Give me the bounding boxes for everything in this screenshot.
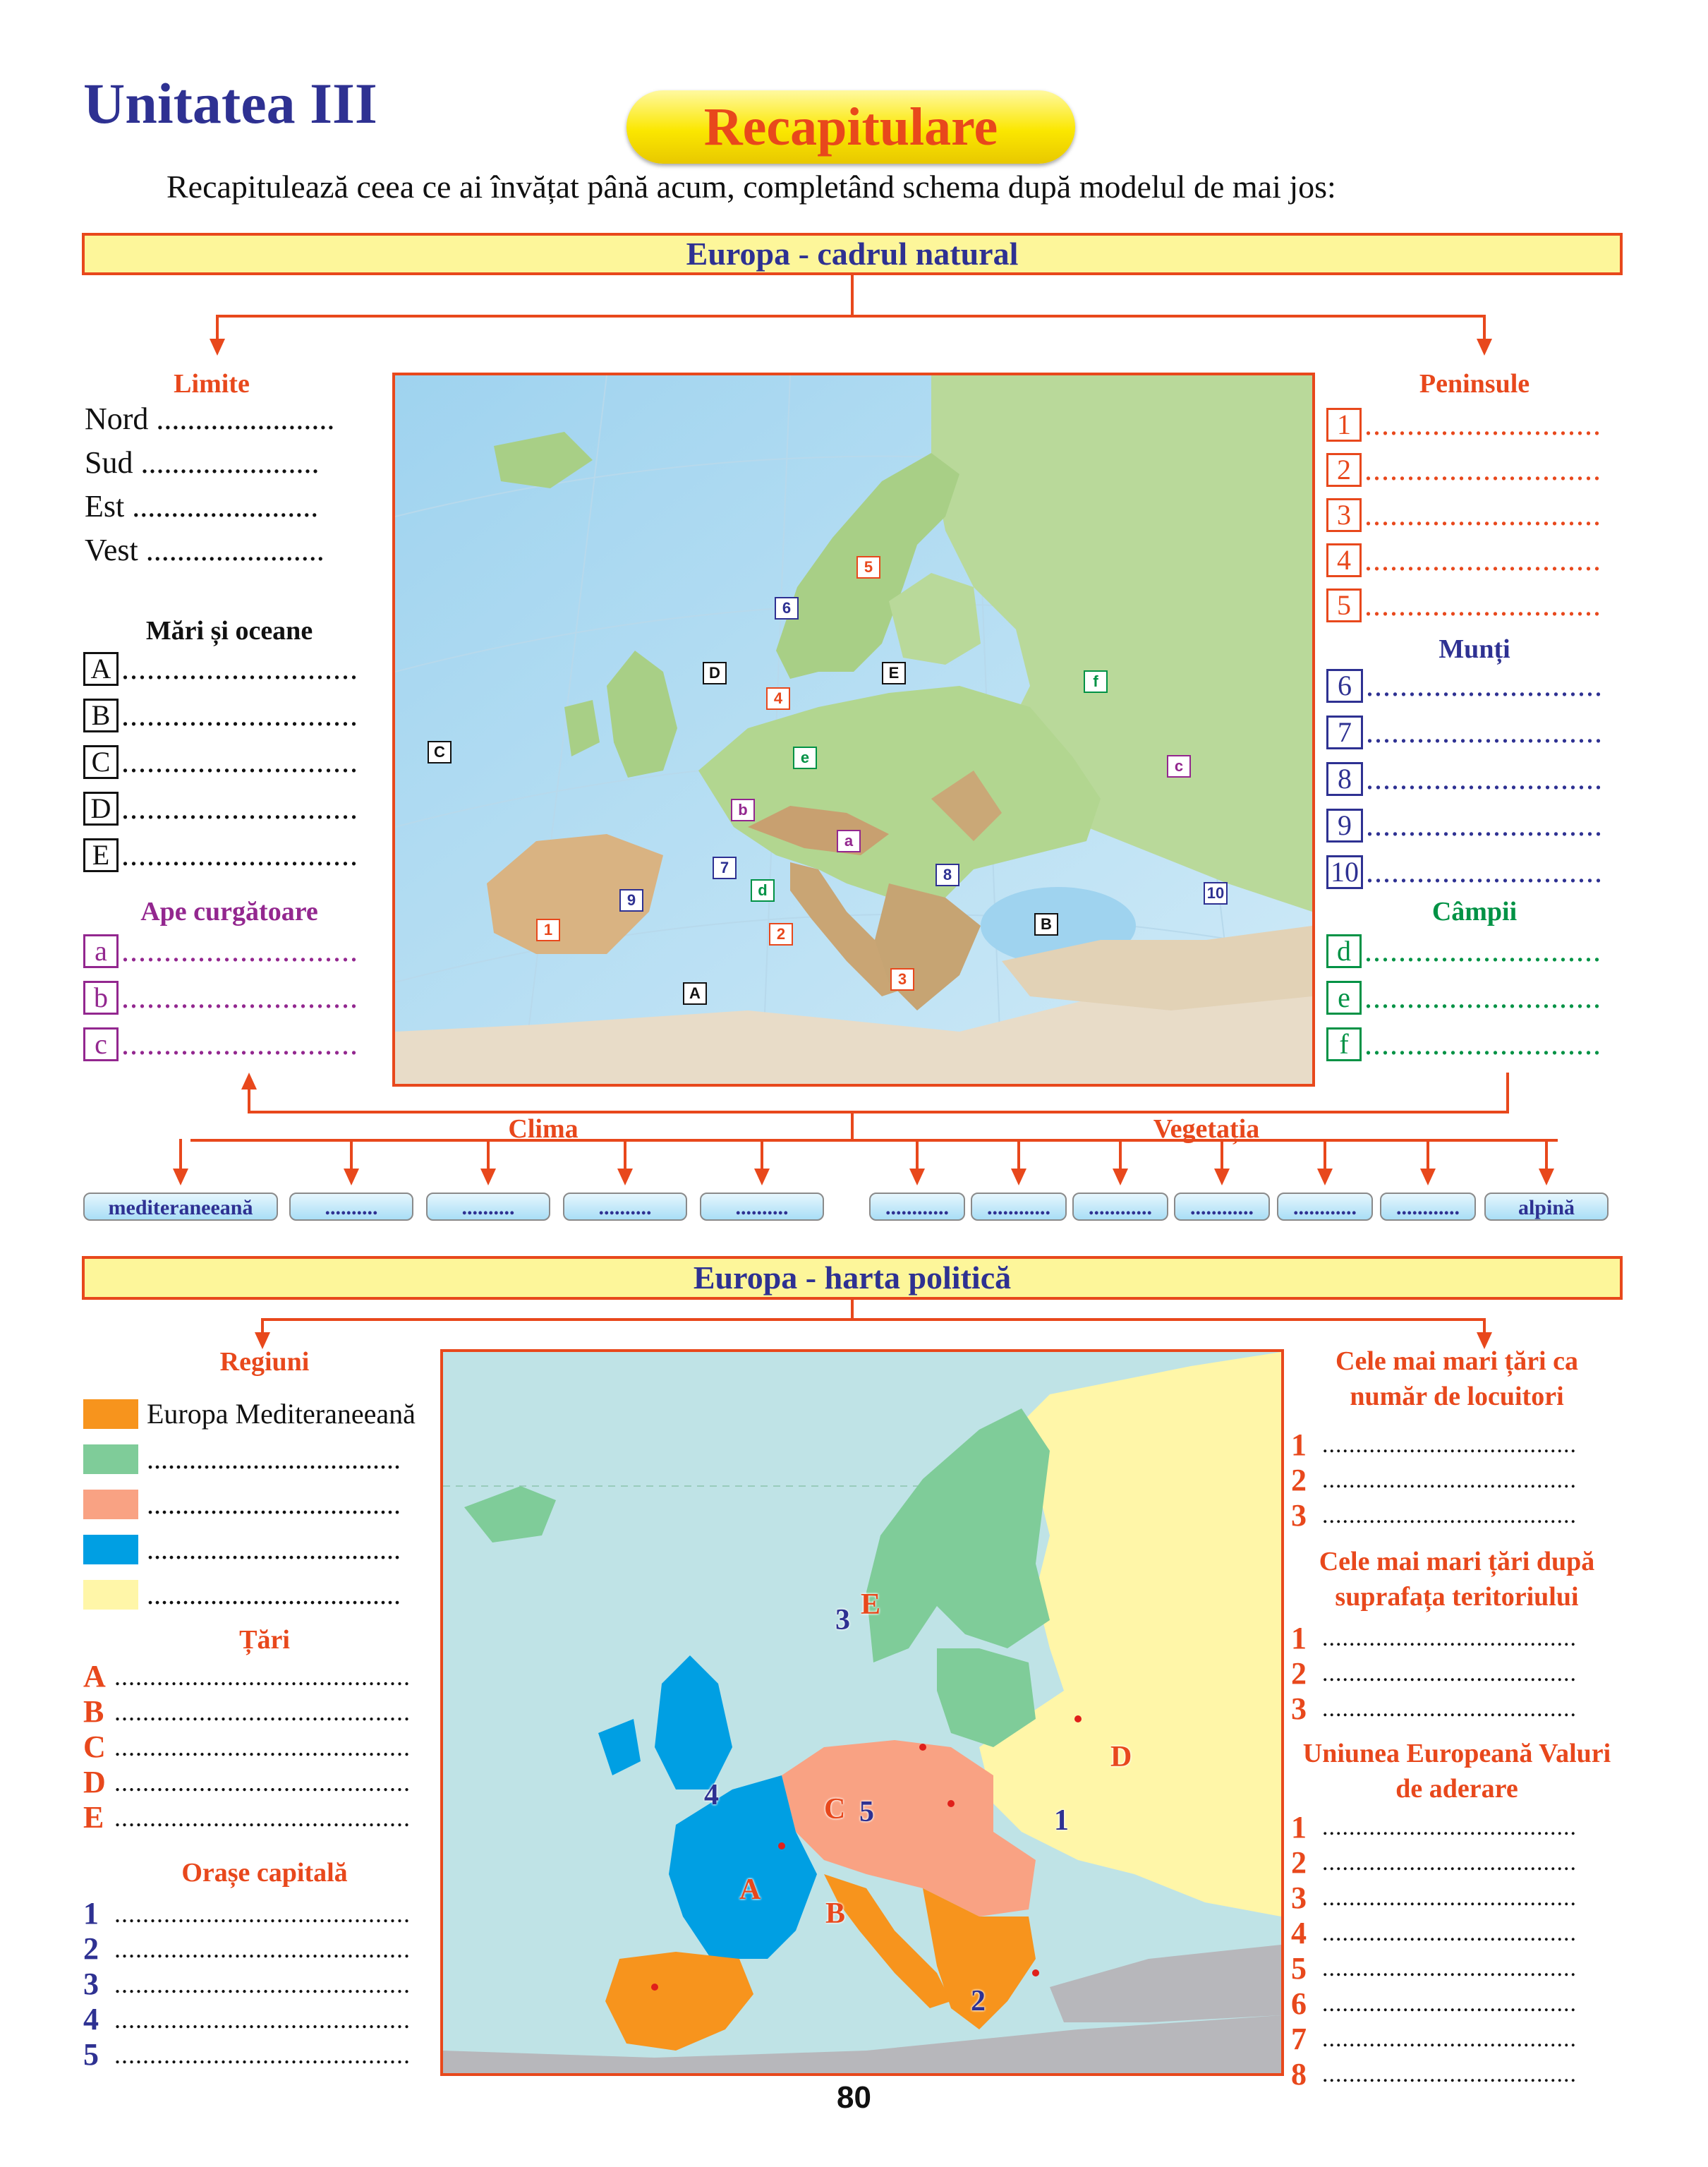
political-map-drawing [443, 1352, 1281, 2073]
munte-dots: ............................ [1366, 715, 1603, 749]
orase-dots: .......................................... [114, 1969, 411, 1998]
ape-item [83, 979, 358, 1015]
connector [261, 1318, 1486, 1321]
tari-key: C [83, 1730, 106, 1764]
ue-item [1291, 1880, 1577, 1916]
regiune-item [83, 1487, 401, 1521]
munte-item [1326, 807, 1603, 843]
regiune-item [83, 1578, 401, 1611]
munte-key-box: 9 [1326, 809, 1363, 843]
vegetatie-chip: ............ [1380, 1193, 1476, 1221]
peninsula-key-box: 1 [1326, 408, 1362, 442]
connector [190, 1139, 1558, 1142]
tari-dots: .......................................... [114, 1803, 411, 1832]
orase-item [83, 2001, 411, 2037]
campie-item [1326, 1026, 1601, 1062]
regiune-swatch [83, 1490, 138, 1519]
mari-dots: ............................ [121, 744, 358, 779]
connector [216, 315, 1486, 318]
munte-dots: ............................ [1366, 668, 1603, 703]
map-label-e: e [793, 747, 817, 769]
regiune-label: .................................... [147, 1533, 401, 1565]
peninsula-dots: ............................ [1364, 543, 1601, 577]
arrow-icon [1214, 1169, 1230, 1185]
vegetatie-chip: ............ [1072, 1193, 1168, 1221]
clima-chip: .......... [563, 1193, 687, 1221]
map-label-d: d [751, 879, 775, 902]
ue-dots: ...................................... [1322, 1813, 1577, 1840]
regiune-swatch [83, 1399, 138, 1429]
map-label-8: 8 [935, 864, 959, 886]
orase-dots: .......................................... [114, 2005, 411, 2034]
ue-key: 3 [1291, 1881, 1307, 1915]
ape-dots: ............................ [121, 980, 358, 1015]
page-title: Recapitulare [626, 90, 1075, 164]
ue-dots: ...................................... [1322, 1849, 1577, 1876]
vegetatie-chip: alpină [1484, 1193, 1609, 1221]
regiune-label: .................................... [147, 1443, 401, 1475]
campie-item [1326, 979, 1601, 1015]
vegetatie-chip: ............ [1174, 1193, 1270, 1221]
orase-item [83, 1931, 411, 1967]
limite-item: Nord ....................... [85, 402, 335, 436]
tari-heading: Țări [239, 1625, 290, 1655]
regiune-swatch [83, 1580, 138, 1610]
mari-dots: ............................ [121, 698, 358, 732]
campie-dots: ............................ [1364, 1027, 1601, 1061]
suprafata-dots: ...................................... [1322, 1695, 1577, 1722]
ue-item [1291, 1845, 1577, 1881]
locuitori-item [1291, 1462, 1577, 1498]
arrow-icon [617, 1169, 633, 1185]
munte-key-box: 6 [1326, 669, 1363, 703]
section1-title: Europa - cadrul natural [82, 233, 1623, 275]
vegetatie-heading: Vegetația [1153, 1114, 1260, 1144]
connector [248, 1087, 250, 1112]
peninsula-dots: ............................ [1364, 588, 1601, 622]
regiune-item [83, 1533, 401, 1566]
ue-dots: ...................................... [1322, 1919, 1577, 1946]
mari-key-box: D [83, 792, 119, 826]
connector [851, 275, 854, 316]
ue-item [1291, 1915, 1577, 1951]
mari-key-box: C [83, 745, 119, 779]
page-number: 80 [837, 2080, 871, 2115]
map2-label-E: E [861, 1588, 881, 1621]
mari-heading: Mări și oceane [145, 616, 313, 646]
map2-label-B: B [825, 1897, 846, 1930]
limite-item: Vest ....................... [85, 533, 325, 567]
map-label-A: A [683, 982, 707, 1005]
tari-dots: .......................................... [114, 1732, 411, 1761]
arrow-icon [1539, 1169, 1554, 1185]
map-label-9: 9 [619, 889, 643, 912]
ape-key-box: b [83, 981, 119, 1015]
suprafata-item [1291, 1691, 1577, 1727]
regiune-label: Europa Mediteraneeană [147, 1398, 416, 1430]
ue-dots: ...................................... [1322, 2060, 1577, 2087]
tari-dots: .......................................... [114, 1768, 411, 1797]
map2-label-1: 1 [1054, 1804, 1069, 1837]
orase-key: 1 [83, 1896, 99, 1931]
vegetatie-chip: ............ [971, 1193, 1067, 1221]
mari-key-box: B [83, 699, 119, 732]
mari-item [83, 651, 358, 687]
locuitori-key: 3 [1291, 1498, 1307, 1533]
map2-label-C: C [824, 1793, 846, 1825]
ape-dots: ............................ [121, 934, 358, 968]
mari-dots: ............................ [121, 838, 358, 872]
map-label-5: 5 [856, 556, 880, 579]
campie-dots: ............................ [1364, 980, 1601, 1015]
map-label-2: 2 [769, 923, 793, 946]
physical-map-drawing [395, 375, 1312, 1084]
map2-label-2: 2 [971, 1985, 986, 2017]
locuitori-heading: Cele mai mari țări ca număr de locuitori [1335, 1346, 1578, 1411]
peninsula-dots: ............................ [1364, 452, 1601, 487]
tari-item [83, 1729, 411, 1765]
mari-item [83, 744, 358, 780]
suprafata-item [1291, 1655, 1577, 1691]
map2-label-A: A [739, 1873, 761, 1906]
tari-key: B [83, 1694, 104, 1729]
ape-item [83, 933, 358, 969]
suprafata-key: 1 [1291, 1621, 1307, 1655]
limite-item: Sud ....................... [85, 445, 320, 480]
suprafata-dots: ...................................... [1322, 1624, 1577, 1651]
peninsula-key-box: 5 [1326, 588, 1362, 622]
regiune-swatch [83, 1444, 138, 1474]
ue-item [1291, 1950, 1577, 1986]
map-label-a: a [837, 830, 861, 852]
clima-chip: .......... [700, 1193, 824, 1221]
map-label-10: 10 [1204, 882, 1228, 905]
connector [851, 1300, 854, 1320]
munte-item [1326, 761, 1603, 797]
orase-item [83, 1966, 411, 2002]
locuitori-key: 2 [1291, 1463, 1307, 1497]
ue-key: 1 [1291, 1810, 1307, 1845]
map-label-7: 7 [713, 857, 737, 879]
locuitori-item [1291, 1497, 1577, 1533]
ue-key: 5 [1291, 1951, 1307, 1986]
peninsula-dots: ............................ [1364, 497, 1601, 532]
limite-item: Est ........................ [85, 489, 319, 524]
ue-dots: ...................................... [1322, 1884, 1577, 1911]
regiune-label: .................................... [147, 1488, 401, 1520]
arrow-icon [1317, 1169, 1333, 1185]
munte-item [1326, 668, 1603, 704]
orase-key: 4 [83, 2002, 99, 2036]
suprafata-key: 3 [1291, 1691, 1307, 1726]
peninsula-key-box: 3 [1326, 498, 1362, 532]
peninsula-item [1326, 497, 1601, 533]
peninsula-dots: ............................ [1364, 407, 1601, 442]
campie-dots: ............................ [1364, 934, 1601, 968]
clima-chip: .......... [289, 1193, 413, 1221]
map-label-4: 4 [766, 687, 790, 710]
arrow-icon [1477, 339, 1492, 356]
munte-key-box: 8 [1326, 762, 1363, 796]
campie-item [1326, 933, 1601, 969]
clima-chip: .......... [426, 1193, 550, 1221]
map-label-E: E [882, 662, 906, 684]
orase-dots: .......................................... [114, 2040, 411, 2069]
arrow-icon [344, 1169, 359, 1185]
arrow-icon [1011, 1169, 1026, 1185]
ue-dots: ...................................... [1322, 1955, 1577, 1981]
map-label-3: 3 [890, 968, 914, 991]
ue-key: 7 [1291, 2022, 1307, 2056]
unit-title: Unitatea III [83, 71, 377, 135]
ape-key-box: c [83, 1027, 119, 1061]
connector [1506, 1073, 1509, 1113]
ue-dots: ...................................... [1322, 1990, 1577, 2017]
map-label-b: b [731, 799, 755, 821]
locuitori-key: 1 [1291, 1427, 1307, 1462]
campii-heading: Câmpii [1431, 897, 1518, 926]
munte-key-box: 10 [1326, 855, 1363, 889]
arrow-icon [210, 339, 225, 356]
arrow-icon [173, 1169, 188, 1185]
orase-key: 5 [83, 2037, 99, 2072]
orase-heading: Orașe capitală [181, 1858, 348, 1888]
munte-dots: ............................ [1366, 855, 1603, 889]
section2-title: Europa - harta politică [82, 1256, 1623, 1300]
tari-key: D [83, 1765, 106, 1799]
tari-key: A [83, 1659, 106, 1694]
map-label-c: c [1167, 755, 1191, 778]
map2-label-D: D [1110, 1741, 1132, 1773]
arrow-icon [1113, 1169, 1128, 1185]
munte-item [1326, 854, 1603, 890]
mari-item [83, 790, 358, 826]
munti-heading: Munți [1439, 634, 1510, 664]
munte-dots: ............................ [1366, 761, 1603, 796]
clima-chip: mediteraneeană [83, 1193, 278, 1221]
tari-dots: .......................................... [114, 1662, 411, 1691]
mari-dots: ............................ [121, 651, 358, 686]
peninsula-key-box: 4 [1326, 543, 1362, 577]
map-label-C: C [428, 741, 452, 763]
map2-label-4: 4 [704, 1779, 719, 1811]
limite-heading: Limite [174, 369, 250, 399]
mari-item [83, 837, 358, 873]
ue-heading: Uniunea Europeană Valuri de aderare [1302, 1739, 1611, 1804]
regiune-item [83, 1397, 416, 1430]
ue-key: 2 [1291, 1845, 1307, 1880]
ue-key: 8 [1291, 2057, 1307, 2091]
tari-item [83, 1764, 411, 1800]
ue-dots: ...................................... [1322, 2025, 1577, 2052]
suprafata-heading: Cele mai mari țări după suprafața teritoriului [1319, 1547, 1595, 1612]
orase-item [83, 1895, 411, 1931]
ape-item [83, 1026, 358, 1062]
map-label-1: 1 [536, 919, 560, 941]
regiune-label: .................................... [147, 1579, 401, 1610]
map-label-6: 6 [775, 597, 799, 620]
tari-item [83, 1694, 411, 1730]
ape-dots: ............................ [121, 1027, 358, 1061]
suprafata-item [1291, 1620, 1577, 1656]
arrow-icon [909, 1169, 925, 1185]
regiuni-heading: Regiuni [219, 1347, 310, 1377]
locuitori-dots: ...................................... [1322, 1431, 1577, 1458]
ue-item [1291, 1809, 1577, 1845]
munte-dots: ............................ [1366, 808, 1603, 843]
peninsule-heading: Peninsule [1419, 369, 1530, 399]
ue-key: 4 [1291, 1916, 1307, 1950]
map2-label-3: 3 [835, 1604, 850, 1636]
tari-key: E [83, 1800, 104, 1835]
peninsula-item [1326, 452, 1601, 488]
vegetatie-chip: ............ [1277, 1193, 1373, 1221]
map2-label-5: 5 [859, 1796, 874, 1828]
peninsula-item [1326, 542, 1601, 578]
campie-key-box: e [1326, 981, 1362, 1015]
peninsula-item [1326, 406, 1601, 442]
political-map [440, 1349, 1284, 2076]
munte-item [1326, 714, 1603, 750]
suprafata-key: 2 [1291, 1656, 1307, 1691]
campie-key-box: d [1326, 934, 1362, 968]
arrow-icon [480, 1169, 496, 1185]
locuitori-dots: ...................................... [1322, 1466, 1577, 1493]
peninsula-item [1326, 587, 1601, 623]
orase-item [83, 2036, 411, 2072]
regiune-item [83, 1442, 401, 1475]
regiune-swatch [83, 1535, 138, 1564]
ue-key: 6 [1291, 1986, 1307, 2021]
map-label-f: f [1084, 670, 1108, 693]
mari-key-box: A [83, 652, 119, 686]
physical-map [392, 373, 1315, 1087]
arrow-icon [754, 1169, 770, 1185]
ape-key-box: a [83, 934, 119, 968]
mari-dots: ............................ [121, 791, 358, 826]
orase-dots: .......................................... [114, 1934, 411, 1963]
ape-heading: Ape curgătoare [140, 897, 318, 926]
mari-item [83, 697, 358, 733]
orase-key: 2 [83, 1931, 99, 1966]
clima-heading: Clima [508, 1114, 579, 1144]
tari-dots: .......................................... [114, 1697, 411, 1726]
map-label-B: B [1034, 913, 1058, 936]
campie-key-box: f [1326, 1027, 1362, 1061]
peninsula-key-box: 2 [1326, 453, 1362, 487]
suprafata-dots: ...................................... [1322, 1660, 1577, 1686]
tari-item [83, 1658, 411, 1694]
orase-key: 3 [83, 1967, 99, 2001]
map-label-D: D [703, 662, 727, 684]
munte-key-box: 7 [1326, 716, 1363, 749]
connector [851, 1112, 854, 1140]
arrow-icon [1420, 1169, 1436, 1185]
ue-item [1291, 2021, 1577, 2057]
locuitori-dots: ...................................... [1322, 1502, 1577, 1528]
locuitori-item [1291, 1427, 1577, 1463]
tari-item [83, 1799, 411, 1835]
ue-item [1291, 1986, 1577, 2022]
intro-text: Recapitulează ceea ce ai învățat până acum, completând schema după modelul de mai jos: [166, 169, 1336, 205]
mari-key-box: E [83, 838, 119, 872]
vegetatie-chip: ............ [869, 1193, 965, 1221]
orase-dots: .......................................... [114, 1899, 411, 1928]
